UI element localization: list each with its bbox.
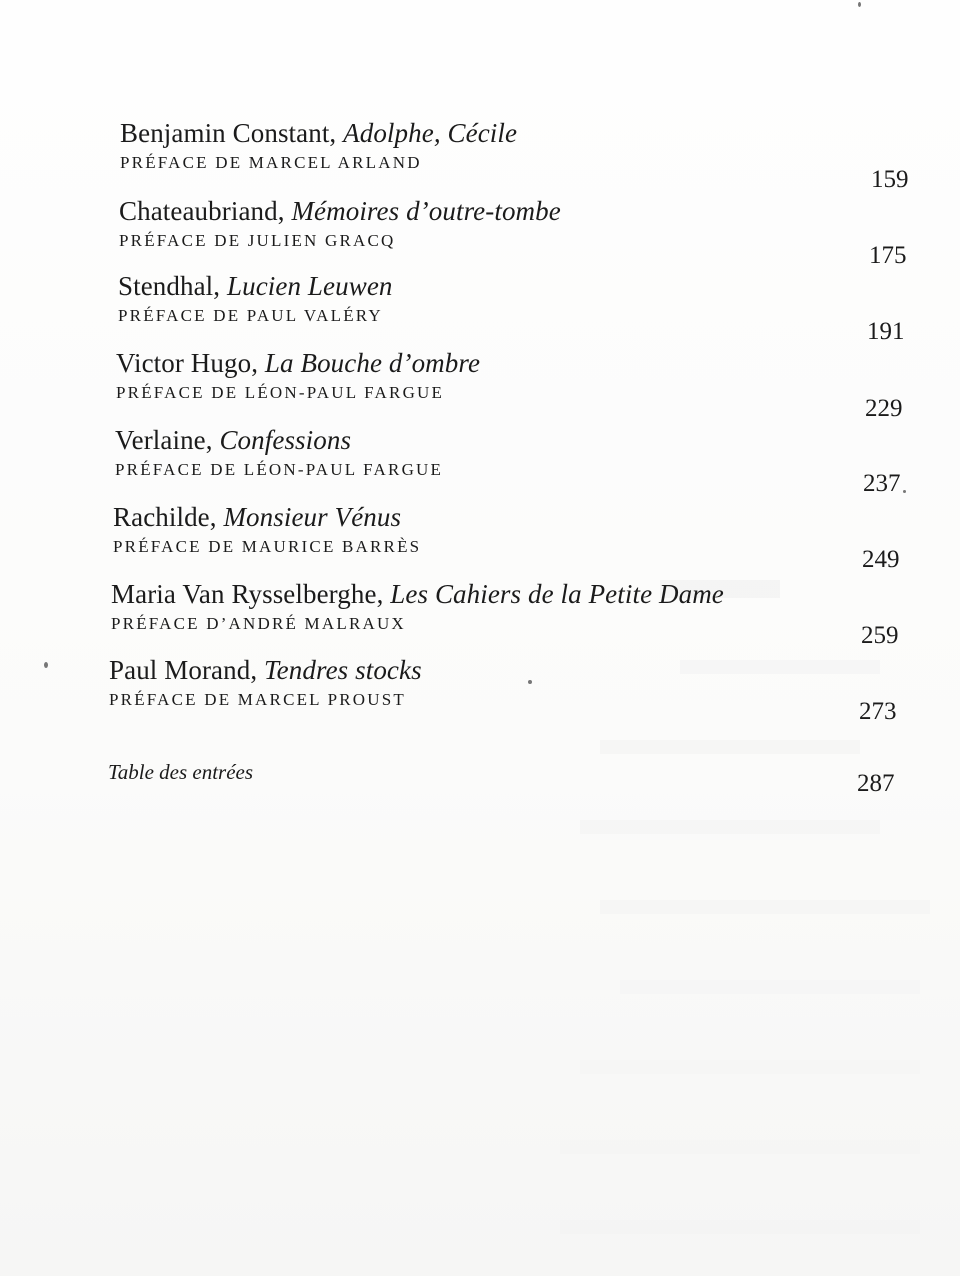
entry-title: [111, 579, 724, 610]
toc-entry: [113, 502, 421, 557]
entry-preface: PRÉFACE D’ANDRÉ MALRAUX: [111, 614, 406, 633]
toc-entry: [109, 655, 422, 710]
entry-work: Tendres stocks: [264, 655, 422, 685]
entry-title: [109, 655, 422, 686]
paper-speck: [44, 662, 48, 668]
entry-title: [113, 502, 421, 533]
entry-page-number: 273: [859, 698, 897, 725]
toc-entry: [115, 425, 443, 480]
entry-page-number: 249: [862, 546, 900, 573]
entry-author: Chateaubriand,: [119, 196, 292, 226]
entry-preface: PRÉFACE DE PAUL VALÉRY: [118, 306, 383, 325]
entry-page-number: 237: [863, 470, 901, 497]
entry-author: Victor Hugo,: [116, 348, 265, 378]
entry-preface: PRÉFACE DE LÉON-PAUL FARGUE: [115, 460, 444, 479]
table-des-entrees-label: Table des entrées: [108, 760, 254, 784]
paper-speck: [528, 680, 532, 684]
entry-page-number: 259: [861, 622, 899, 649]
toc-entry: [119, 196, 561, 251]
entry-preface: PRÉFACE DE MARCEL PROUST: [109, 690, 406, 709]
entry-preface: PRÉFACE DE MAURICE BARRÈS: [113, 537, 422, 556]
entry-work: Lucien Leuwen: [227, 271, 393, 301]
table-des-entrees-page-number: 287: [857, 770, 895, 797]
entry-author: Maria Van Rysselberghe,: [111, 579, 391, 609]
entry-preface: PRÉFACE DE LÉON-PAUL FARGUE: [116, 383, 445, 402]
entry-work: Mémoires d’outre-tombe: [291, 196, 561, 226]
entry-title: [119, 196, 561, 227]
entry-work: La Bouche d’ombre: [264, 348, 481, 378]
entry-title: [118, 271, 393, 302]
entry-page-number: 159: [871, 166, 909, 193]
entry-author: Benjamin Constant,: [120, 118, 344, 148]
entry-work: Adolphe, Cécile: [343, 118, 518, 148]
entry-author: Rachilde,: [113, 502, 224, 532]
entry-work: Les Cahiers de la Petite Dame: [390, 579, 724, 609]
paper-speck: [903, 490, 906, 493]
entry-page-number: 175: [869, 242, 907, 269]
entry-title: [115, 425, 443, 456]
entry-preface: PRÉFACE DE JULIEN GRACQ: [119, 231, 396, 250]
entry-author: Paul Morand,: [109, 655, 265, 685]
toc-entry: [111, 579, 724, 634]
toc-entry: [116, 348, 480, 403]
toc-entry: [120, 118, 517, 173]
entry-title: [116, 348, 480, 379]
paper-speck: [858, 2, 861, 7]
entry-page-number: 191: [867, 318, 905, 345]
entry-author: Verlaine,: [115, 425, 220, 455]
entry-work: Monsieur Vénus: [223, 502, 402, 532]
entry-page-number: 229: [865, 395, 903, 422]
entry-preface: PRÉFACE DE MARCEL ARLAND: [120, 153, 422, 172]
entry-work: Confessions: [219, 425, 352, 455]
entry-title: [120, 118, 517, 149]
toc-entry: [118, 271, 393, 326]
entry-author: Stendhal,: [118, 271, 227, 301]
